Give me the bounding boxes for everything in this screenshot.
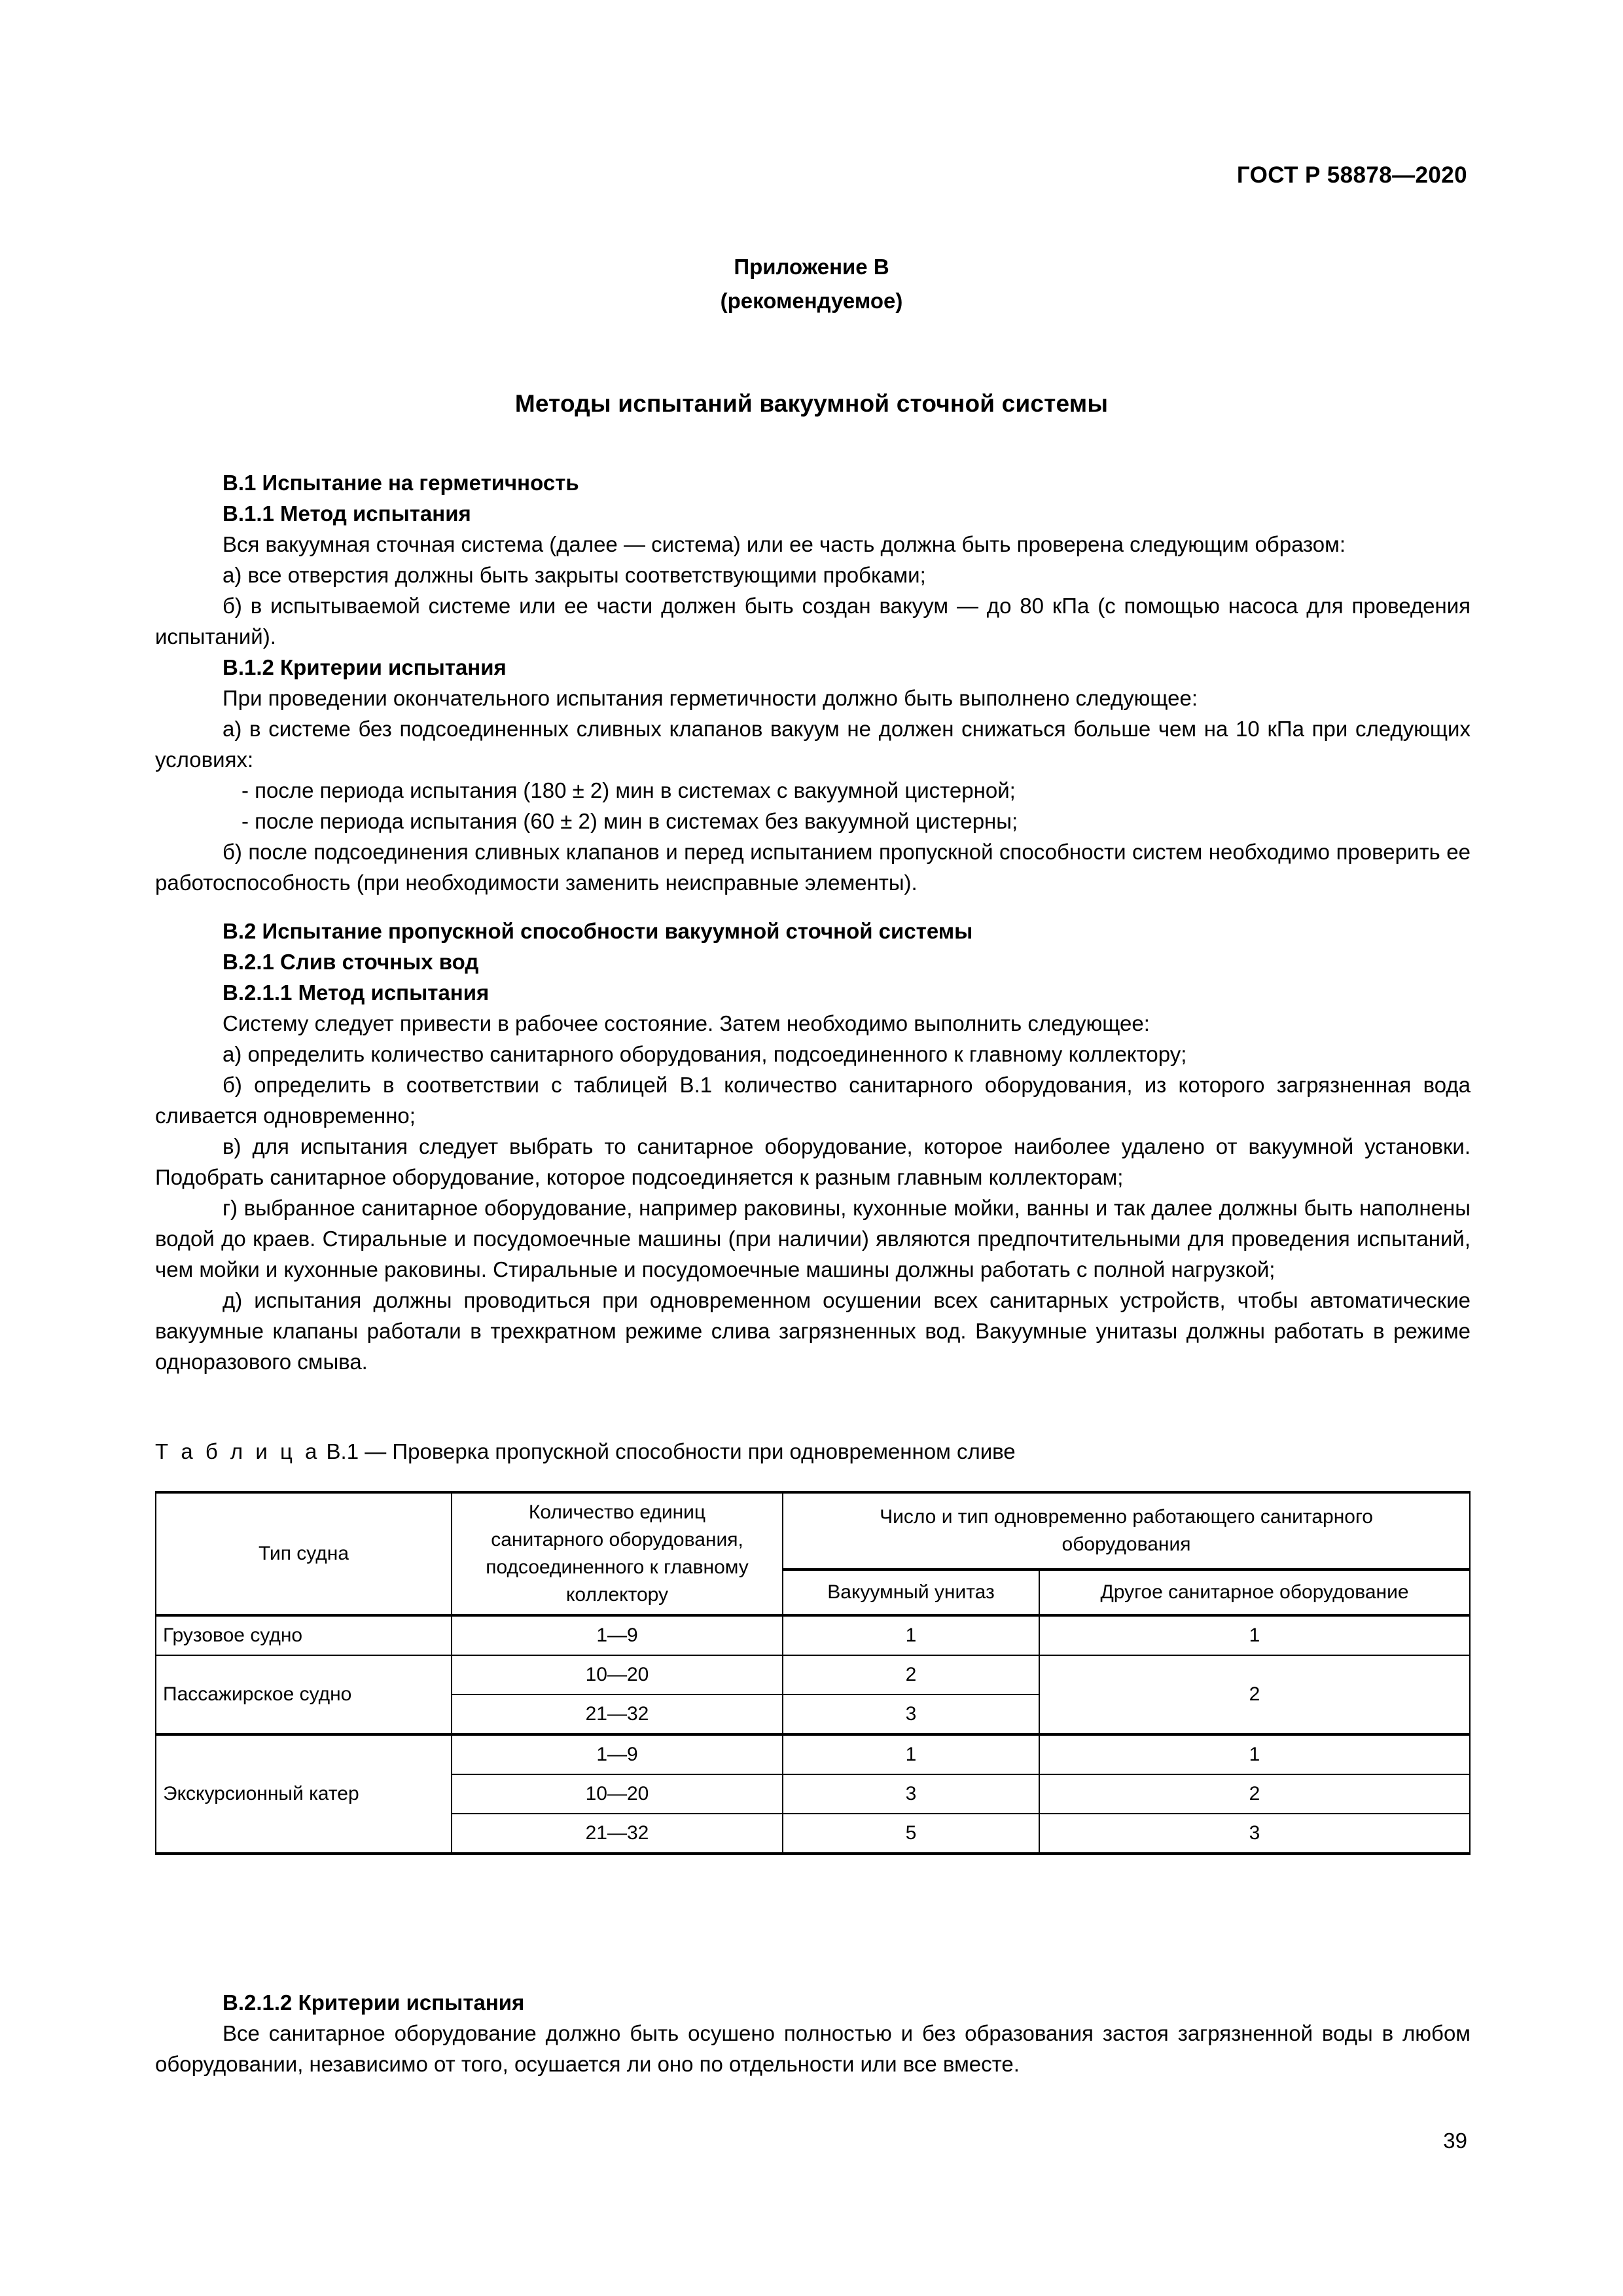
col-header-other-equipment: Другое санитарное оборудование xyxy=(1039,1570,1470,1615)
body-text-column xyxy=(155,467,1471,1377)
table-b1-wrapper xyxy=(155,1491,1469,1855)
col-header-simultaneous-group xyxy=(783,1492,1470,1570)
cell-ship-type-passenger: Пассажирское судно xyxy=(156,1655,452,1734)
paragraph-b1-2-intro: При проведении окончательного испытания герметичности должно быть выполнено следующее: xyxy=(223,686,1198,710)
table-row xyxy=(156,1615,1470,1655)
heading-b2: В.2 Испытание пропускной способности вакуумной сточной системы xyxy=(223,919,973,943)
paragraph-b2-1-1-item-a: а) определить количество санитарного оборудования, подсоединенного к главному коллектору; xyxy=(223,1042,1187,1066)
paragraph-b1-2-dash-2: - после периода испытания (60 ± 2) мин в системах без вакуумной цистерны; xyxy=(241,809,1018,833)
equipment-count-line-3: подсоединенного к главному xyxy=(486,1556,749,1578)
cell-ship-type-excursion: Экскурсионный катер xyxy=(156,1734,452,1854)
col-header-ship-type: Тип судна xyxy=(156,1492,452,1615)
paragraph-b2-1-2-text: Все санитарное оборудование должно быть осушено полностью и без образования застоя загрязненной воды в любом оборудовании, независимо от того, осушается ли оно по отдельности или все вместе. xyxy=(155,2021,1471,2076)
table-body xyxy=(156,1615,1470,1854)
running-header-standard-number: ГОСТ Р 58878—2020 xyxy=(1236,162,1467,188)
paragraph-b2-1-1-intro: Систему следует привести в рабочее состояние. Затем необходимо выполнить следующее: xyxy=(223,1011,1150,1035)
cell-wc-5-exc: 5 xyxy=(783,1814,1039,1854)
cell-qty-10-20-exc: 10—20 xyxy=(452,1774,783,1814)
heading-b1: В.1 Испытание на герметичность xyxy=(223,471,579,495)
cell-ship-type-cargo: Грузовое судно xyxy=(156,1615,452,1655)
cell-qty-1-9-exc: 1—9 xyxy=(452,1734,783,1774)
paragraph-b1-2-item-b: б) после подсоединения сливных клапанов и перед испытанием пропускной способности систем необходимо проверить ее работоспособность (при необходимости заменить неисправные элементы). xyxy=(155,840,1471,895)
page-number: 39 xyxy=(1443,2128,1467,2153)
paragraph-b1-1-item-a: а) все отверстия должны быть закрыты соответствующими пробками; xyxy=(223,563,926,587)
paragraph-b1-2-item-a: а) в системе без подсоединенных сливных клапанов вакуум не должен снижаться больше чем на 10 кПа при следующих условиях: xyxy=(155,717,1471,772)
cell-other-1: 1 xyxy=(1039,1615,1470,1655)
cell-other-2-exc: 2 xyxy=(1039,1774,1470,1814)
annex-label: Приложение В xyxy=(734,255,889,279)
simultaneous-group-line-1: Число и тип одновременно работающего санитарного xyxy=(880,1505,1373,1528)
heading-b2-1-2: В.2.1.2 Критерии испытания xyxy=(223,1990,525,2015)
heading-b1-1: В.1.1 Метод испытания xyxy=(223,501,471,526)
cell-qty-21-32: 21—32 xyxy=(452,1695,783,1734)
cell-qty-21-32-exc: 21—32 xyxy=(452,1814,783,1854)
paragraph-b1-1-item-b: б) в испытываемой системе или ее части должен быть создан вакуум — до 80 кПа (с помощью насоса для проведения испытаний). xyxy=(155,594,1471,649)
cell-wc-1: 1 xyxy=(783,1615,1039,1655)
paragraph-b2-1-1-item-g: г) выбранное санитарное оборудование, например раковины, кухонные мойки, ванны и так далее должны быть наполнены водой до краев. Стиральные и посудомоечные машины (при наличии) являются предпочтительными для проведения испытаний, чем мойки и кухонные раковины. Стиральные и посудомоечные машины должны работать с полной нагрузкой; xyxy=(155,1196,1471,1282)
col-header-equipment-count xyxy=(452,1492,783,1615)
paragraph-b2-1-1-item-b: б) определить в соответствии с таблицей В.1 количество санитарного оборудования, из которого загрязненная вода сливается одновременно; xyxy=(155,1073,1471,1128)
cell-other-1-exc: 1 xyxy=(1039,1734,1470,1774)
cell-other-2: 2 xyxy=(1039,1655,1470,1734)
annex-title-block xyxy=(0,250,1623,318)
annex-status: (рекомендуемое) xyxy=(720,289,903,313)
paragraph-b2-1-1-item-d: д) испытания должны проводиться при одновременном осушении всех санитарных устройств, чтобы автоматические вакуумные клапаны работали в трехкратном режиме слива загрязненных вод. Вакуумные унитазы должны работать в режиме одноразового смыва. xyxy=(155,1288,1471,1374)
table-caption-text: В.1 — Проверка пропускной способности при одновременном сливе xyxy=(326,1439,1016,1463)
paragraph-b1-1-intro: Вся вакуумная сточная система (далее — система) или ее часть должна быть проверена следующим образом: xyxy=(223,532,1346,556)
simultaneous-group-line-2: оборудования xyxy=(1061,1533,1191,1555)
cell-qty-10-20: 10—20 xyxy=(452,1655,783,1695)
table-header-row-1 xyxy=(156,1492,1470,1570)
paragraph-b2-1-1-item-v: в) для испытания следует выбрать то санитарное оборудование, которое наиболее удалено от вакуумной установки. Подобрать санитарное оборудование, которое подсоединяется к разным главным коллекторам; xyxy=(155,1134,1471,1189)
heading-b2-1: В.2.1 Слив сточных вод xyxy=(223,950,479,974)
body-text-column-bottom xyxy=(155,1987,1471,2079)
heading-b2-1-1: В.2.1.1 Метод испытания xyxy=(223,980,490,1005)
table-caption xyxy=(155,1437,1016,1466)
table-b1 xyxy=(155,1491,1471,1855)
cell-wc-2: 2 xyxy=(783,1655,1039,1695)
cell-other-3-exc: 3 xyxy=(1039,1814,1470,1854)
paragraph-b1-2-dash-1: - после периода испытания (180 ± 2) мин в системах с вакуумной цистерной; xyxy=(241,778,1016,802)
cell-wc-3: 3 xyxy=(783,1695,1039,1734)
table-caption-prefix: Т а б л и ц а xyxy=(155,1439,321,1463)
table-head xyxy=(156,1492,1470,1615)
cell-wc-3-exc: 3 xyxy=(783,1774,1039,1814)
equipment-count-line-1: Количество единиц xyxy=(528,1501,706,1523)
cell-wc-1-exc: 1 xyxy=(783,1734,1039,1774)
cell-qty-1-9: 1—9 xyxy=(452,1615,783,1655)
equipment-count-line-2: санитарного оборудования, xyxy=(491,1529,743,1551)
heading-b1-2: В.1.2 Критерии испытания xyxy=(223,655,507,679)
col-header-vacuum-toilet: Вакуумный унитаз xyxy=(783,1570,1039,1615)
equipment-count-line-4: коллектору xyxy=(565,1584,669,1605)
annex-main-title: Методы испытаний вакуумной сточной системы xyxy=(514,390,1109,417)
table-row xyxy=(156,1734,1470,1774)
